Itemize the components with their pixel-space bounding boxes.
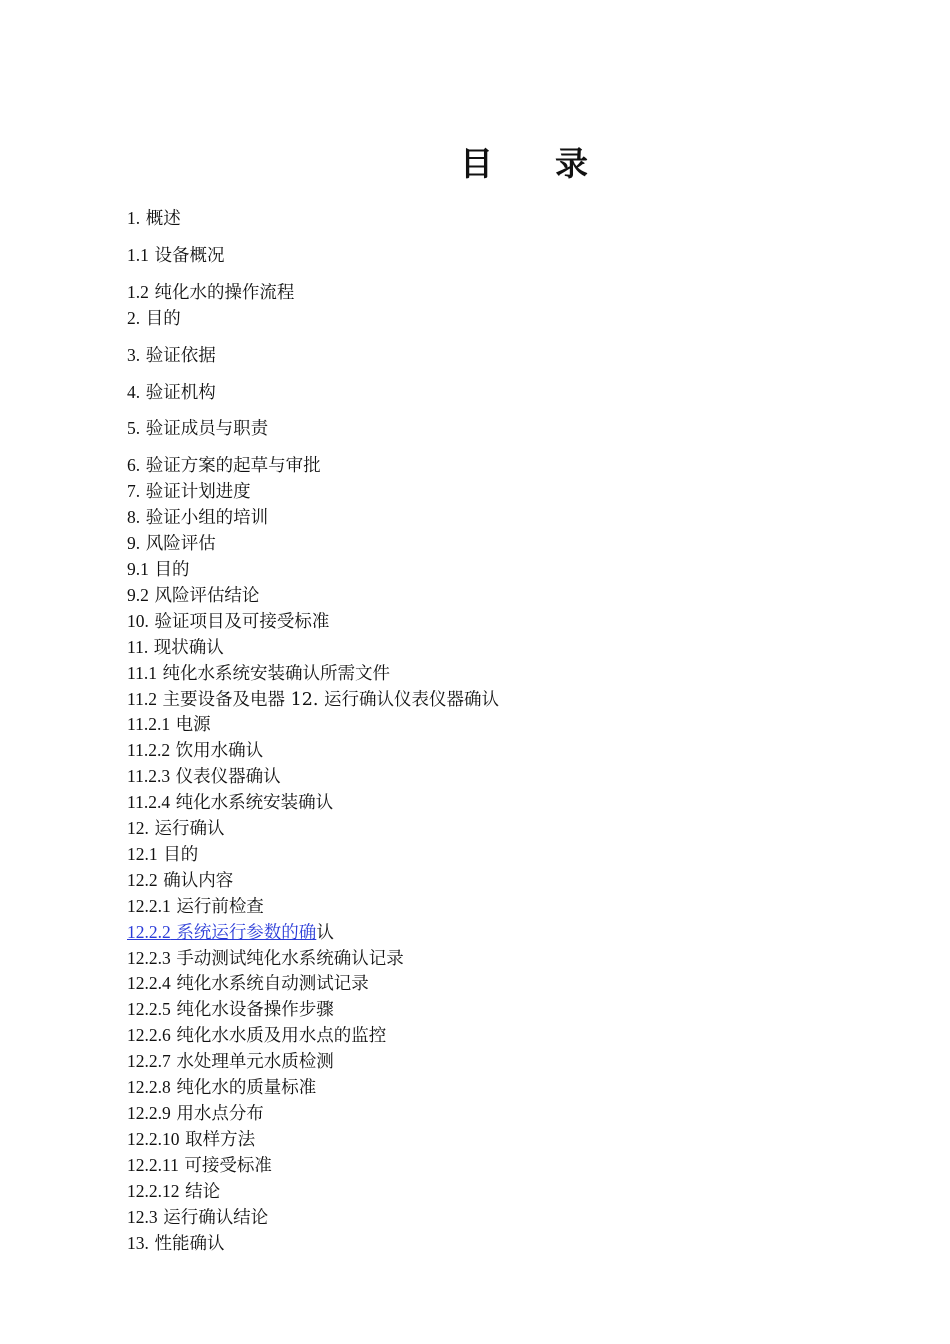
toc-item: 1. 概述	[127, 208, 181, 229]
toc-item: 8. 验证小组的培训	[127, 507, 269, 529]
toc-item: 6. 验证方案的起草与审批	[127, 455, 321, 477]
toc-item: 12.2.12 结论	[127, 1180, 221, 1202]
toc-item: 12.2.6 纯化水水质及用水点的监控	[127, 1025, 387, 1047]
page-title-char-1: 目	[460, 144, 495, 183]
toc-item: 13. 性能确认	[127, 1232, 225, 1254]
toc-item: 1.1 设备概况	[127, 244, 225, 266]
toc-item: 12.2.4 纯化水系统自动测试记录	[127, 973, 369, 995]
toc-item: 9.2 风险评估结论	[127, 584, 260, 606]
toc-item: 12.2.1 运行前检查	[127, 895, 264, 917]
toc-item: 11.2.4 纯化水系统安装确认	[127, 792, 334, 814]
toc-item: 12.2.5 纯化水设备操作步骤	[127, 999, 334, 1021]
toc-item: 11.1 纯化水系统安装确认所需文件	[127, 662, 391, 684]
toc-item: 11.2.3 仪表仪器确认	[127, 766, 281, 788]
toc-item: 5. 验证成员与职责	[127, 418, 269, 440]
toc-item: 10. 验证项目及可接受标准	[127, 610, 330, 632]
toc-item: 12.2 确认内容	[127, 869, 234, 891]
toc-item: 11.2.1 电源	[127, 714, 211, 736]
page-title-char-2: 录	[555, 144, 590, 183]
toc-item: 12.2.3 手动测试纯化水系统确认记录	[127, 947, 404, 969]
toc-item-link[interactable]: 12.2.2 系统运行参数的确认	[127, 921, 334, 943]
toc-link[interactable]: 12.2.2 系统运行参数的确	[127, 921, 317, 943]
page-title	[0, 138, 950, 185]
toc-item: 12.3 运行确认结论	[127, 1206, 269, 1228]
toc-item: 9. 风险评估	[127, 533, 216, 555]
toc-item: 1.2 纯化水的操作流程	[127, 281, 295, 303]
toc-item: 12.2.9 用水点分布	[127, 1103, 264, 1124]
toc-item: 11. 现状确认	[127, 636, 224, 658]
table-of-contents	[127, 206, 887, 1256]
toc-item: 11.2.2 饮用水确认	[127, 740, 264, 762]
toc-item: 12.2.10 取样方法	[127, 1128, 256, 1150]
toc-item: 4. 验证机构	[127, 381, 216, 403]
toc-item: 9.1 目的	[127, 558, 190, 580]
toc-item: 12.2.11 可接受标准	[127, 1154, 272, 1176]
toc-item: 2. 目的	[127, 307, 181, 329]
toc-item: 11.2 主要设备及电器 12. 运行确认仪表仪器确认	[127, 688, 500, 710]
toc-item: 3. 验证依据	[127, 344, 216, 366]
toc-item: 12.1 目的	[127, 843, 199, 865]
toc-item: 12.2.8 纯化水的质量标准	[127, 1077, 317, 1099]
toc-item: 12.2.7 水处理单元水质检测	[127, 1051, 334, 1073]
toc-item: 7. 验证计划进度	[127, 481, 251, 503]
toc-item: 12. 运行确认	[127, 818, 225, 840]
